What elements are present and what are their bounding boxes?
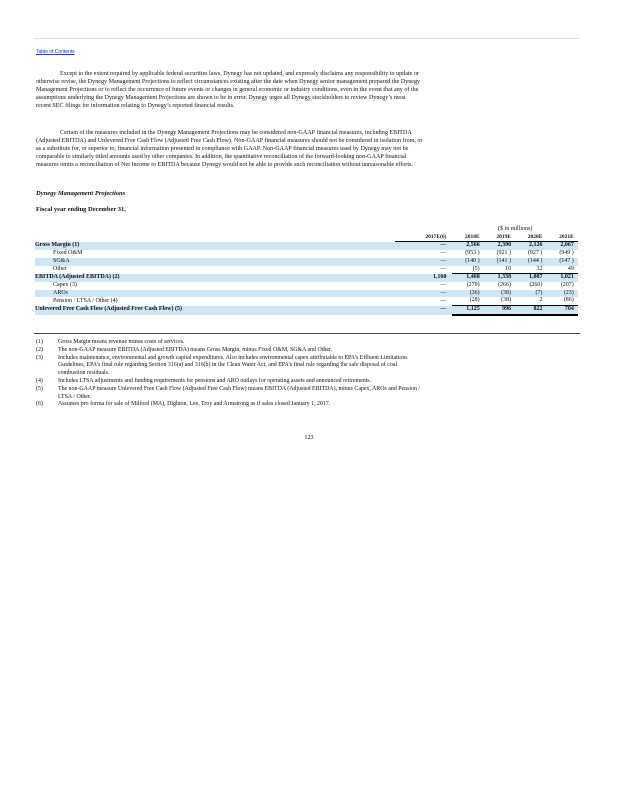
footnote-text: Assumes pro forma for sale of Milford (MA), Dighton, Lee, Troy and Armstrong as if sales closed January 1, 2017. — [58, 401, 331, 408]
cell: — — [440, 281, 447, 288]
row-label: Pension / LTSA / Other (4) — [53, 297, 118, 304]
cell: — — [395, 258, 452, 266]
paragraph-line: Certain of the measures included in the Dynegy Management Projections may be considered non-GAAP financial measures, including EBITDA — [60, 130, 412, 136]
table-row — [35, 250, 578, 258]
footnote — [36, 378, 577, 386]
units-label: ($ in millions) — [498, 226, 533, 232]
cell: (5) — [472, 265, 480, 272]
cell: 2 — [539, 297, 543, 304]
table-row — [35, 266, 578, 274]
cell: (279) — [466, 281, 480, 288]
table-row — [35, 306, 578, 315]
cell: — — [395, 306, 452, 315]
footnote-text: The non-GAAP measure EBITDA (Adjusted EBITDA) means Gross Margin, minus Fixed O&M, SG&A and Other. — [58, 346, 333, 353]
paragraph-line: Except to the extent required by applicable federal securities laws, Dynegy has not updated, and expressly disclaims any responsibility to update or — [60, 71, 419, 77]
page-number: 123 — [304, 434, 314, 441]
cell: (23) — [547, 290, 574, 298]
paragraph-disclaimer — [36, 70, 577, 110]
paragraph-line: Management Projections or to reflect the occurrence of future events or changes in general economic or industry conditions, even in the event that any of the — [36, 87, 419, 94]
footnote-text: Gross Margin means revenue minus costs of services. — [58, 339, 185, 345]
section-title: Dynegy Management Projections — [36, 190, 126, 197]
cell: — — [395, 290, 452, 298]
cell: (7) — [515, 290, 542, 298]
cell: (38) — [484, 290, 511, 298]
column-header: 2018E — [452, 234, 479, 242]
cell: 1,021 — [547, 274, 574, 282]
paragraph-line: (Adjusted EBITDA) and Unlevered Free Cash Flow (Adjusted Free Cash Flow). Non-GAAP financial measures should not be considered in isolation from, or — [36, 138, 423, 145]
cell: — — [440, 250, 447, 257]
footnote — [36, 339, 577, 347]
cell: (147 ) — [547, 258, 574, 266]
footnotes — [36, 339, 577, 409]
cell: (953 ) — [465, 250, 480, 257]
table-row — [35, 258, 578, 266]
footnote — [36, 401, 577, 409]
cell: (36) — [452, 290, 479, 298]
cell: (28) — [469, 297, 480, 304]
cell: (921 ) — [496, 250, 512, 257]
footnote-number: (4) — [36, 377, 43, 384]
table-row — [35, 274, 578, 282]
cell: (949 ) — [559, 250, 574, 257]
cell: (86) — [563, 297, 574, 304]
cell: (207) — [560, 281, 574, 288]
cell: 2,390 — [484, 242, 511, 250]
cell: 2,566 — [452, 242, 479, 250]
cell: 2,067 — [547, 242, 574, 250]
cell: (927 ) — [527, 250, 543, 257]
footnote-number: (6) — [36, 401, 43, 408]
top-rule — [34, 38, 580, 39]
units-row — [35, 226, 578, 234]
footnote-text: LTSA / Other. — [58, 393, 92, 400]
footnote-divider — [34, 333, 580, 334]
table-row — [35, 290, 578, 298]
column-header: 2017E(6) — [395, 234, 452, 242]
column-header: 2021E — [547, 234, 574, 242]
footnote — [36, 347, 577, 355]
row-label: Other — [53, 265, 67, 272]
cell: 1,087 — [515, 274, 542, 282]
cell: 822 — [515, 306, 542, 315]
footnote-text: Guidelines, EPA’s final rule regarding Section 316(a) and 316(b) in the Clean Water Act, and EPA’s final rule regarding the safe disposal of coal — [58, 362, 398, 369]
cell: — — [395, 242, 452, 250]
column-header: 2019E — [484, 234, 511, 242]
footnote — [36, 355, 577, 378]
cell: (140 ) — [452, 258, 479, 266]
footnote-number: (3) — [36, 354, 43, 361]
cell: (144 ) — [515, 258, 542, 266]
header-row — [35, 234, 578, 242]
footnote — [36, 386, 577, 402]
table-of-contents-link[interactable]: Table of Contents — [36, 49, 75, 55]
paragraph-line: measures omits a reconciliation of Net Income to EBITDA because Dynegy would not be able to provide such reconciliation without unreasonable efforts. — [36, 162, 413, 169]
cell: 1,160 — [395, 274, 452, 282]
cell: 49 — [567, 265, 574, 272]
row-label: Fixed O&M — [53, 250, 83, 257]
cell: — — [440, 265, 447, 272]
projections-table — [35, 226, 578, 316]
footnote-number: (5) — [36, 385, 43, 392]
footnote-number: (1) — [36, 339, 43, 345]
table-row — [35, 282, 578, 290]
row-label: Unlevered Free Cash Flow (Adjusted Free Cash Flow) (5) — [35, 306, 395, 315]
footnote-text: Includes maintenance, environmental and growth capital expenditures. Also includes environmental capex attributable to EPA’s Effluent Limitations — [58, 354, 408, 361]
cell: 2,126 — [515, 242, 542, 250]
paragraph-line: assumptions underlying the Dynegy Management Projections are shown to be in error. Dynegy urges all Dynegy stockholders to review Dynegy’s most — [36, 95, 406, 102]
cell: (266) — [498, 281, 512, 288]
row-label: Gross Margin (1) — [35, 242, 395, 250]
table-row — [35, 297, 578, 305]
cell: 996 — [484, 306, 511, 315]
paragraph-line: as a substitute for, or superior to, financial information presented in compliance with GAAP. Non-GAAP financial measures used by Dynegy may not be — [36, 146, 409, 153]
cell: 1,468 — [452, 274, 479, 282]
row-label: Capex (3) — [53, 281, 77, 288]
cell: — — [440, 297, 447, 304]
table-row — [35, 242, 578, 250]
column-header: 2020E — [515, 234, 542, 242]
footnote-number: (2) — [36, 346, 43, 353]
cell: 1,338 — [484, 274, 511, 282]
footnote-text: Includes LTSA adjustments and funding requirements for pensions and ARO outlays for operating assets and announced retirements. — [58, 377, 372, 384]
paragraph-line: comparable to similarly titled amounts used by other companies. In addition, the quantitative reconciliation of the forward-looking non-GAAP financial — [36, 154, 407, 161]
paragraph-line: recent SEC filings for information relating to Dynegy’s reported financial results. — [36, 103, 235, 110]
paragraph-line: otherwise revise, the Dynegy Management Projections to reflect circumstances existing after the date when Dynegy senior management prepared the Dynegy — [36, 79, 421, 86]
paragraph-non-gaap — [36, 129, 577, 169]
fiscal-year-heading: Fiscal year ending December 31, — [36, 206, 126, 213]
row-label: EBITDA (Adjusted EBITDA) (2) — [35, 274, 395, 282]
row-label: AROs — [35, 290, 395, 298]
row-label: SG&A — [35, 258, 395, 266]
cell: 704 — [547, 306, 574, 315]
cell: 32 — [536, 265, 543, 272]
cell: 1,125 — [452, 306, 479, 315]
footnote-text: combustion residuals. — [58, 370, 110, 377]
footnote-text: The non-GAAP measure Unlevered Free Cash Flow (Adjusted Free Cash Flow) means EBITDA (Adjusted EBITDA), minus Capex, AROs and Pension / — [58, 385, 421, 392]
cell: (38) — [501, 297, 512, 304]
cell: (141 ) — [484, 258, 511, 266]
cell: 10 — [505, 265, 512, 272]
cell: (260) — [529, 281, 543, 288]
